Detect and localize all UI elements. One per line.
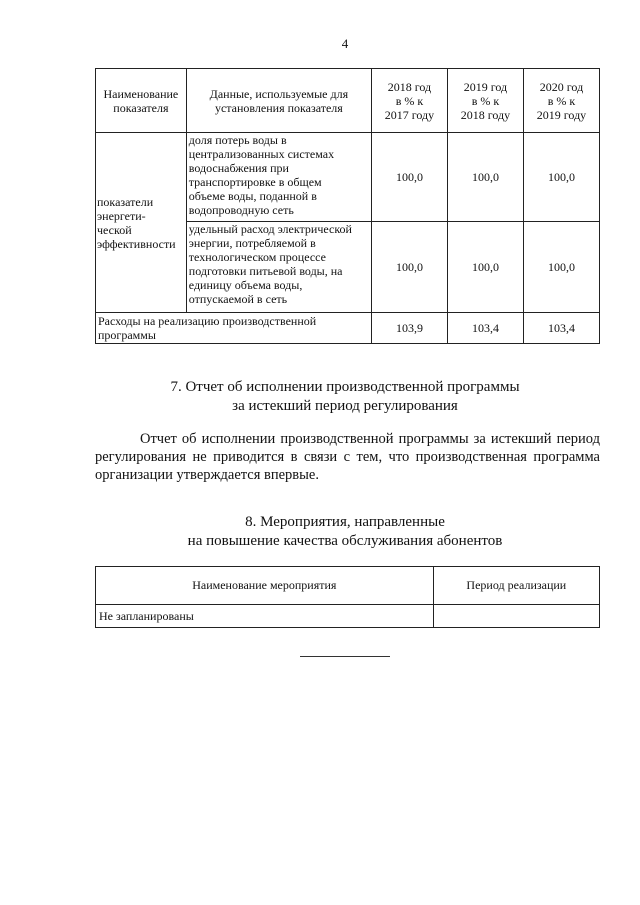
description-line: объеме воды, поданной в [188,189,317,203]
header-year-2020 [523,69,599,133]
indicator-energy-efficiency [96,133,187,313]
description-line: единицу объема воды, [188,278,303,292]
section-7-paragraph: Отчет об исполнении производственной программы за истекший период регулирования не приводится в связи с тем, что производственная программа организации утверждается впервые. [95,431,600,483]
page-number: 4 [341,36,349,51]
header-text-line: 2018 году [460,107,511,122]
header-text-line: Наименование [103,86,179,101]
value-2018: 100,0 [371,222,447,313]
value-2019: 103,4 [447,313,523,344]
end-divider [300,656,390,657]
indicator-text-line: эффективности [97,236,176,251]
section-title-line: 8. Мероприятия, направленные [245,514,445,530]
description-line: транспортировке в общем [188,175,322,189]
header-period: Период реализации [433,567,599,605]
description-line: подготовки питьевой воды, на [188,264,343,278]
header-text-line: в % к [547,93,576,108]
description-line: водопроводную сеть [188,203,294,217]
description-line: доля потерь воды в [188,133,287,147]
table-header-row [96,69,600,133]
section-title-line: за истекший период регулирования [232,398,458,414]
row-description-water-loss [186,133,371,222]
row-description-electricity [186,222,371,313]
value-2020: 100,0 [523,133,599,222]
header-year-2018 [371,69,447,133]
indicators-table [95,68,600,344]
header-activity: Наименование мероприятия [96,567,434,605]
table-row [96,133,600,222]
header-indicator [96,69,187,133]
header-text-line: показателя [113,100,169,115]
header-text-line: Данные, используемые для [209,86,349,101]
indicator-text-line: энергети- [97,208,146,223]
table-row-expenses [96,313,600,344]
expenses-label [96,313,372,344]
value-2018: 103,9 [371,313,447,344]
description-line: отпускаемой в сеть [188,292,288,306]
value-2020: 103,4 [523,313,599,344]
description-line: технологическом процессе [188,250,326,264]
header-text-line: 2018 год [387,79,432,94]
header-text-line: в % к [395,93,424,108]
header-text-line: 2019 год [463,79,508,94]
value-2018: 100,0 [371,133,447,222]
activities-table [95,566,600,628]
indicator-text-line: показатели [97,194,154,209]
table-row [96,605,600,628]
section-title-line: на повышение качества обслуживания абонентов [187,533,503,549]
header-year-2019 [447,69,523,133]
header-text-line: установления показателя [214,100,343,115]
section-title-line: 7. Отчет об исполнении производственной программы [170,379,520,395]
period-cell [433,605,599,628]
description-line: централизованных системах [188,147,335,161]
expenses-text-line: Расходы на реализацию производственной [98,314,317,328]
value-2019: 100,0 [447,133,523,222]
table-header-row [96,567,600,605]
header-text-line: в % к [471,93,500,108]
indicator-text-line: ческой [97,222,132,237]
description-line: удельный расход электрической [188,222,352,236]
header-text-line: 2019 году [536,107,587,122]
header-text-line: 2017 году [384,107,435,122]
section-7-title [150,378,540,416]
activity-cell: Не запланированы [96,605,434,628]
section-8-title [150,513,540,551]
description-line: водоснабжения при [188,161,289,175]
header-data-used [186,69,371,133]
value-2020: 100,0 [523,222,599,313]
description-line: энергии, потребляемой в [188,236,316,250]
expenses-text-line: программы [98,328,156,342]
value-2019: 100,0 [447,222,523,313]
header-text-line: 2020 год [539,79,584,94]
